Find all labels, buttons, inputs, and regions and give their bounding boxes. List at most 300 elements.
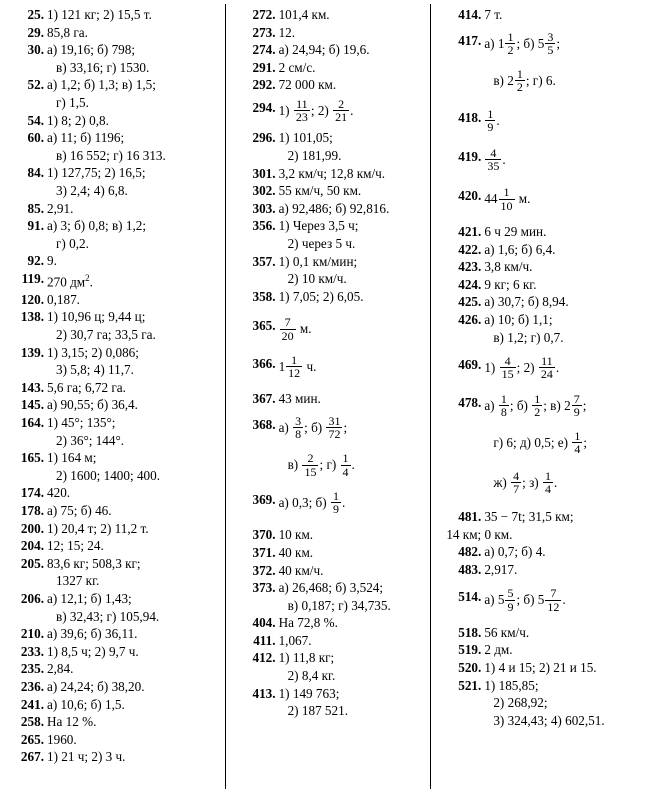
- answer-line: 2) через 5 ч.: [287, 236, 356, 251]
- answer-text: а): [484, 397, 495, 413]
- answer-line: в) 16 552; г) 16 313.: [56, 147, 166, 163]
- answer-number: 413.: [252, 685, 276, 701]
- answer-number: 420.: [458, 188, 482, 204]
- answer-line: а) 26,468; б) 3,524;: [278, 580, 384, 596]
- fraction: $\frac{1}{2}$: [534, 391, 541, 419]
- answer-line: г) 0,2.: [56, 235, 89, 251]
- answer-number: 52.: [27, 77, 44, 93]
- answer-text: .: [562, 592, 566, 608]
- answer-line: г) 1,5.: [56, 94, 89, 110]
- answer-line: 9 кг; 6 кг.: [484, 276, 537, 292]
- answer-number: 366.: [252, 355, 276, 371]
- answer-entry: [445, 106, 643, 134]
- answer-entry: [240, 182, 426, 200]
- answer-entry: [8, 748, 222, 766]
- answer-text: ; 2): [516, 359, 535, 375]
- answer-entry: [8, 270, 222, 291]
- answer-text: ; б) 5: [516, 592, 545, 608]
- answer-entry: [240, 614, 426, 632]
- answer-text: а) 1: [484, 35, 505, 51]
- answer-entry: [445, 526, 643, 544]
- fraction: $\frac{1}{4}$: [544, 468, 551, 496]
- answer-line: 2,91.: [47, 200, 74, 216]
- answer-line: 1) Через 3,5 ч;: [278, 218, 359, 234]
- answer-text: ;: [556, 35, 561, 51]
- answer-entry: [8, 396, 222, 414]
- answer-text: .: [350, 102, 354, 118]
- answer-line: 3,2 км/ч; 12,8 км/ч.: [278, 165, 386, 181]
- answer-entry: [445, 148, 643, 173]
- answer-line: 2) 36°; 144°.: [56, 432, 125, 448]
- answer-text: .: [496, 112, 500, 128]
- answer-text: 1): [484, 359, 496, 375]
- answer-line: 2) 181,99.: [287, 148, 342, 164]
- fraction: $\frac{1}{10}$: [500, 185, 513, 213]
- answer-line: 12; 15; 24.: [47, 538, 104, 554]
- answer-line: [279, 453, 426, 478]
- answer-number: 424.: [458, 276, 482, 292]
- answer-entry: [445, 223, 643, 241]
- answer-number: 258.: [20, 714, 44, 730]
- answer-text: .: [341, 494, 346, 510]
- answers-column-1: [4, 6, 228, 791]
- answer-line: в) 32,43; г) 105,94.: [56, 608, 160, 624]
- answer-text: ; з): [522, 474, 539, 490]
- answer-text: ч.: [306, 358, 317, 374]
- answer-line: 1) 8,5 ч; 2) 9,7 ч.: [47, 643, 139, 659]
- fraction: $\frac{5}{9}$: [507, 586, 514, 614]
- answer-entry: [8, 414, 222, 449]
- answer-number: 373.: [252, 580, 276, 596]
- answer-line: 101,4 км.: [278, 7, 330, 22]
- answer-entry: [240, 526, 426, 544]
- answer-entry: [240, 562, 426, 580]
- answer-line: 12.: [278, 24, 296, 40]
- answer-number: 292.: [252, 77, 276, 93]
- fraction: $\frac{7}{12}$: [547, 586, 560, 614]
- answer-entry: [445, 391, 643, 419]
- answer-line: [484, 69, 643, 94]
- answer-text: а) 5: [484, 592, 505, 608]
- answer-text: ;: [582, 397, 587, 413]
- answer-entry: [445, 431, 643, 456]
- answer-entry: [8, 643, 222, 661]
- answer-entry: [240, 579, 426, 614]
- answer-line: 3,8 км/ч.: [484, 259, 533, 275]
- answer-entry: [445, 641, 643, 659]
- answer-number: 519.: [458, 642, 482, 658]
- answer-entry: [8, 252, 222, 270]
- fraction: $\frac{4}{7}$: [513, 468, 520, 496]
- fraction: $\frac{1}{9}$: [487, 106, 494, 134]
- answer-line: [278, 352, 426, 381]
- answer-text: ; 2): [310, 102, 329, 118]
- answer-entry: [8, 344, 222, 379]
- answer-text: 1): [278, 102, 290, 118]
- answer-text: ж): [493, 474, 507, 490]
- answer-line: а) 0,7; б) 4.: [484, 544, 546, 560]
- answer-number: 371.: [252, 544, 276, 560]
- answer-number: 469.: [458, 357, 482, 373]
- answer-number: 521.: [458, 677, 482, 693]
- answer-line: а) 10,6; б) 1,5.: [47, 696, 125, 712]
- answer-number: 92.: [27, 253, 44, 269]
- answer-entry: [445, 258, 643, 276]
- answer-line: 7 т.: [484, 7, 503, 22]
- answer-line: 2) 187 521.: [287, 703, 349, 719]
- answer-line: в) 0,187; г) 34,735.: [287, 597, 391, 613]
- answer-line: 55 км/ч, 50 км.: [278, 183, 362, 199]
- answer-line: 1) 164 м;: [47, 450, 97, 466]
- answer-number: 29.: [27, 24, 44, 40]
- answer-number: 303.: [252, 200, 276, 216]
- answer-entry: [8, 308, 222, 343]
- answer-line: 1) 4 и 15; 2) 21 и 15.: [484, 660, 597, 675]
- answer-entry: [240, 6, 426, 24]
- answer-line: 1) 121 кг; 2) 15,5 т.: [47, 7, 152, 22]
- answer-line: 1) 149 763;: [278, 685, 340, 701]
- answer-number: 85.: [27, 200, 44, 216]
- answer-entry: [445, 187, 643, 212]
- answer-line: 2,84.: [47, 661, 74, 677]
- answer-entry: [8, 164, 222, 199]
- answer-number: 422.: [458, 241, 482, 257]
- fraction: $\frac{1}{4}$: [342, 451, 349, 479]
- answer-line: [278, 96, 426, 125]
- answer-text: м.: [299, 321, 312, 337]
- answer-line: 85,8 га.: [47, 24, 88, 40]
- answer-entry: [8, 112, 222, 130]
- answer-line: 2) 268,92;: [493, 695, 548, 711]
- answer-line: а) 75; б) 46.: [47, 503, 112, 519]
- answer-entry: [8, 696, 222, 714]
- answer-line: 2 дм.: [484, 642, 513, 658]
- answer-entry: [240, 544, 426, 562]
- answer-entry: [8, 76, 222, 111]
- answer-entry: [240, 41, 426, 59]
- answer-number: 301.: [252, 165, 276, 181]
- answer-entry: [240, 59, 426, 77]
- answer-entry: [445, 241, 643, 259]
- answer-line: 1) 8; 2) 0,8.: [47, 112, 109, 128]
- answer-text: ;: [343, 419, 348, 435]
- answer-text: .: [555, 359, 560, 375]
- answer-number: 178.: [20, 503, 44, 519]
- answer-line: а) 90,55; б) 36,4.: [47, 397, 138, 413]
- answer-line: а) 3; б) 0,8; в) 1,2;: [47, 218, 147, 234]
- answer-number: 478.: [458, 394, 482, 410]
- answer-entry: [8, 731, 222, 749]
- answer-number: 365.: [252, 318, 276, 334]
- answer-line: 1960.: [47, 731, 77, 747]
- answer-number: 412.: [252, 650, 276, 666]
- answer-number: 302.: [252, 183, 276, 199]
- answer-entry: [240, 352, 426, 381]
- answer-line: в) 1,2; г) 0,7.: [493, 329, 564, 345]
- answer-entry: [8, 6, 222, 24]
- answer-line: 6 ч 29 мин.: [484, 223, 547, 239]
- answer-entry: [240, 413, 426, 442]
- answer-line: а) 92,486; б) 92,816.: [278, 200, 390, 216]
- fraction: $\frac{1}{4}$: [574, 429, 581, 457]
- fraction: $\frac{1}{9}$: [332, 488, 339, 517]
- answer-line: 2) 1600; 1400; 400.: [56, 467, 161, 483]
- answer-entry: [240, 200, 426, 218]
- answer-line: [484, 356, 643, 381]
- answer-line: а) 39,6; б) 36,11.: [47, 626, 138, 642]
- answer-text: в) 2: [493, 72, 514, 88]
- answer-number: 368.: [252, 416, 276, 432]
- answer-line: [484, 29, 643, 57]
- answer-line: 1) 20,4 т; 2) 11,2 т.: [47, 520, 149, 536]
- answer-entry: [240, 632, 426, 650]
- answer-number: 419.: [458, 149, 482, 164]
- superscript-two: 2: [85, 272, 90, 283]
- answer-entry: [240, 96, 426, 125]
- answer-number: 84.: [27, 165, 44, 181]
- answer-text: а): [278, 419, 289, 435]
- answer-number: 265.: [20, 731, 44, 747]
- answer-line: 2) 8,4 кг.: [287, 668, 336, 684]
- answer-number: 272.: [252, 7, 276, 22]
- answer-line: 270 $дм^2$.: [47, 272, 93, 290]
- answers-column-2: [228, 6, 432, 791]
- answer-number: 30.: [27, 42, 44, 58]
- whole-number: 1: [278, 358, 286, 374]
- answer-number: 235.: [20, 661, 44, 677]
- answer-text: ; г) 6.: [525, 72, 556, 88]
- answer-line: 9.: [47, 253, 57, 269]
- answer-line: [278, 488, 426, 517]
- answer-line: 40 км/ч.: [278, 562, 324, 578]
- answer-entry: [8, 484, 222, 502]
- answer-line: а) 30,7; б) 8,94.: [484, 294, 569, 310]
- answer-line: а) 1,2; б) 1,3; в) 1,5;: [47, 77, 156, 93]
- answer-entry: [240, 76, 426, 94]
- fraction: $\frac{11}{24}$: [540, 354, 553, 382]
- answer-number: 417.: [458, 32, 482, 48]
- answer-number: 165.: [20, 450, 44, 466]
- answer-line: а) 19,16; б) 798;: [47, 42, 136, 58]
- answer-text: .: [553, 474, 558, 490]
- fraction: $\frac{1}{2}$: [507, 29, 514, 57]
- answer-line: а) 24,94; б) 19,6.: [278, 42, 370, 58]
- fraction: $\frac{3}{5}$: [547, 29, 554, 57]
- answer-number: 372.: [252, 562, 276, 578]
- answer-entry: [240, 317, 426, 342]
- answer-line: а) 11; б) 1196;: [47, 130, 125, 146]
- answer-text: .: [502, 151, 506, 167]
- answer-number: 139.: [20, 344, 44, 360]
- answer-number: 267.: [20, 749, 44, 765]
- fraction: $\frac{4}{35}$: [487, 146, 500, 174]
- answer-number: 120.: [20, 291, 44, 307]
- answer-number: 143.: [20, 379, 44, 395]
- answer-entry: [8, 24, 222, 42]
- answer-line: [484, 468, 643, 496]
- answer-line: 10 км.: [278, 527, 314, 543]
- answer-entry: [240, 488, 426, 517]
- answer-number: 205.: [20, 555, 44, 571]
- answer-text: г) 6; д) 0,5; е): [493, 434, 569, 450]
- answer-number: 236.: [20, 678, 44, 694]
- answer-line: 1327 кг.: [56, 573, 100, 589]
- answer-line: в) 33,16; г) 1530.: [56, 59, 150, 75]
- answer-number: 174.: [20, 485, 44, 501]
- answer-entry: [8, 502, 222, 520]
- answer-line: 35 − 7t; 31,5 км;: [484, 508, 574, 524]
- answer-entry: [445, 588, 643, 613]
- answer-number: 414.: [458, 7, 482, 22]
- answer-number: 369.: [252, 491, 276, 507]
- answer-line: 1) 10,96 ц; 9,44 ц;: [47, 309, 146, 325]
- answer-text: .: [351, 457, 355, 473]
- answers-column-3: [431, 6, 647, 791]
- answer-entry: [8, 713, 222, 731]
- answer-line: 5,6 га; 6,72 га.: [47, 379, 126, 395]
- answer-number: 357.: [252, 253, 276, 269]
- answer-number: 358.: [252, 288, 276, 304]
- answer-number: 60.: [27, 130, 44, 146]
- answer-entry: [240, 685, 426, 720]
- answer-line: На 12 %.: [47, 714, 97, 730]
- answer-number: 514.: [458, 589, 482, 605]
- answer-entry: [240, 253, 426, 288]
- answer-line: 2 см/с.: [278, 59, 316, 75]
- answer-entry: [8, 520, 222, 538]
- answer-line: 14 км; 0 км.: [446, 526, 513, 542]
- answer-text: ; г): [319, 457, 337, 473]
- fraction: $\frac{4}{15}$: [501, 354, 514, 382]
- answer-line: 2,917.: [484, 561, 518, 577]
- answer-entry: [445, 624, 643, 642]
- answer-entry: [8, 291, 222, 309]
- answer-entry: [445, 468, 643, 496]
- answer-entry: [8, 217, 222, 252]
- answer-text: в): [287, 457, 299, 473]
- fraction: $\frac{1}{2}$: [516, 67, 523, 95]
- answer-number: 204.: [20, 538, 44, 554]
- fraction: $\frac{31}{72}$: [328, 413, 341, 442]
- answer-number: 367.: [252, 391, 276, 407]
- answer-line: 1) 101,05;: [278, 130, 333, 146]
- answer-entry: [8, 555, 222, 590]
- answer-entry: [8, 537, 222, 555]
- answer-text: ; б): [304, 419, 323, 435]
- answer-line: [484, 431, 643, 456]
- answer-number: 481.: [458, 508, 482, 524]
- answer-line: [484, 588, 643, 613]
- answer-line: 1) 21 ч; 2) 3 ч.: [47, 749, 126, 765]
- answer-text: ; б): [509, 397, 528, 413]
- fraction: $\frac{2}{21}$: [335, 96, 348, 125]
- answer-number: 210.: [20, 626, 44, 642]
- answer-number: 520.: [458, 660, 482, 675]
- answer-text: 270 дм: [47, 274, 86, 290]
- answer-text: ;: [583, 434, 588, 450]
- answer-line: 1) 0,1 км/мин;: [278, 253, 358, 269]
- answer-number: 164.: [20, 415, 44, 431]
- answer-entry: [240, 129, 426, 164]
- answer-line: 3) 2,4; 4) 6,8.: [56, 182, 128, 198]
- answer-line: 40 км.: [278, 544, 314, 560]
- answer-line: а) 12,1; б) 1,43;: [47, 590, 132, 606]
- answer-number: 294.: [252, 99, 276, 115]
- answer-number: 518.: [458, 624, 482, 640]
- answer-line: 2) 10 км/ч.: [287, 271, 347, 287]
- answer-entry: [8, 449, 222, 484]
- answer-line: На 72,8 %.: [278, 615, 338, 631]
- answer-line: 3) 5,8; 4) 11,7.: [56, 362, 134, 378]
- answer-line: 72 000 км.: [278, 77, 337, 93]
- answer-entry: [8, 678, 222, 696]
- answer-entry: [240, 288, 426, 306]
- answer-entry: [8, 200, 222, 218]
- fraction: $\frac{1}{8}$: [500, 391, 507, 419]
- answer-entry: [240, 217, 426, 252]
- answer-line: [484, 187, 643, 212]
- answer-line: 1) 11,8 кг;: [278, 650, 335, 666]
- answer-text: м.: [518, 191, 531, 207]
- fraction: $\frac{7}{9}$: [573, 391, 580, 419]
- answer-line: [484, 106, 643, 134]
- answer-line: 1,067.: [278, 632, 312, 648]
- answer-line: 1) 127,75; 2) 16,5;: [47, 165, 146, 181]
- answer-number: 482.: [458, 544, 482, 560]
- answer-text: ; в) 2: [543, 397, 571, 413]
- answer-number: 411.: [253, 632, 276, 648]
- answer-number: 241.: [20, 696, 44, 712]
- answer-number: 421.: [458, 223, 482, 239]
- answer-entry: [445, 659, 643, 677]
- answer-entry: [445, 508, 643, 526]
- answer-text: а) 0,3; б): [278, 494, 327, 510]
- answer-line: 1) 7,05; 2) 6,05.: [278, 288, 364, 304]
- fraction: $\frac{2}{15}$: [304, 451, 317, 479]
- answer-entry: [445, 543, 643, 561]
- answer-line: [484, 391, 643, 419]
- answer-entry: [445, 677, 643, 730]
- fraction: $\frac{7}{20}$: [281, 315, 294, 343]
- answer-number: 404.: [252, 615, 276, 631]
- answer-number: 274.: [252, 42, 276, 58]
- answer-entry: [445, 561, 643, 579]
- answer-line: 83,6 кг; 508,3 кг;: [47, 555, 141, 571]
- answer-line: 1) 185,85;: [484, 677, 539, 693]
- answer-number: 483.: [458, 561, 482, 577]
- answer-entry: [240, 24, 426, 42]
- answer-entry: [8, 379, 222, 397]
- answer-line: 43 мин.: [278, 391, 321, 407]
- answer-line: 1) 3,15; 2) 0,086;: [47, 344, 139, 360]
- fraction: $\frac{1}{12}$: [288, 352, 301, 381]
- answer-entry: [240, 390, 426, 408]
- answer-text: 44: [484, 191, 498, 207]
- answer-entry: [445, 69, 643, 94]
- answer-number: 418.: [458, 109, 482, 125]
- answer-number: 119.: [21, 270, 44, 286]
- answer-entry: [8, 625, 222, 643]
- answer-number: 291.: [252, 59, 276, 75]
- answer-line: 3) 324,43; 4) 602,51.: [493, 712, 605, 728]
- answer-entry: [445, 293, 643, 311]
- answer-entry: [8, 590, 222, 625]
- answer-number: 138.: [20, 309, 44, 325]
- answer-number: 426.: [458, 311, 482, 327]
- answer-entry: [8, 129, 222, 164]
- answer-entry: [445, 356, 643, 381]
- answer-entry: [445, 276, 643, 294]
